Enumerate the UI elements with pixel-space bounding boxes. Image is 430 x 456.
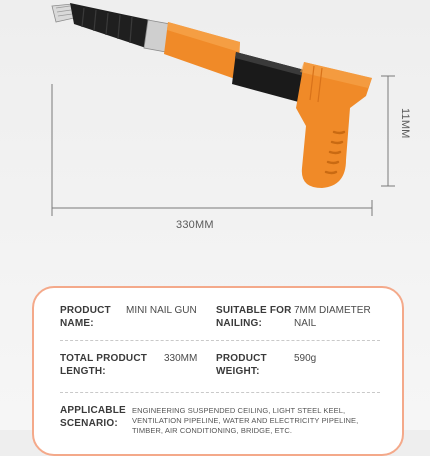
scenario-value: ENGINEERING SUSPENDED CEILING, LIGHT STEEL KEEL, VENTILATION PIPELINE, WATER AND ELECTRICITY PIPELINE, TIMBER, AIR CONDITIONING, BRIDGE, ETC. — [132, 406, 359, 435]
length-dimension-line — [52, 200, 372, 216]
height-dimension-label: 11MM — [399, 108, 411, 139]
divider — [60, 340, 380, 341]
length-value: 330MM — [164, 353, 198, 364]
spec-row-dimensions — [60, 353, 380, 393]
product-name-value: MINI NAIL GUN — [126, 305, 197, 316]
weight-key: PRODUCT WEIGHT: — [216, 353, 267, 377]
height-dimension-line — [381, 76, 395, 186]
spec-card — [32, 286, 404, 456]
nail-gun — [52, 3, 372, 188]
length-key: TOTAL PRODUCT LENGTH: — [60, 353, 148, 377]
spec-row-scenario — [60, 405, 380, 445]
length-dimension-label: 330MM — [176, 219, 214, 231]
suitable-key: SUITABLE FOR NAILING: — [216, 305, 292, 329]
scenario-key: APPLICABLE SCENARIO: — [60, 405, 126, 429]
product-name-key: PRODUCT NAME: — [60, 305, 111, 329]
weight-value: 590g — [294, 353, 317, 364]
divider — [60, 392, 380, 393]
suitable-value: 7MM DIAMETER NAIL — [294, 305, 371, 329]
spec-row-name — [60, 305, 380, 345]
